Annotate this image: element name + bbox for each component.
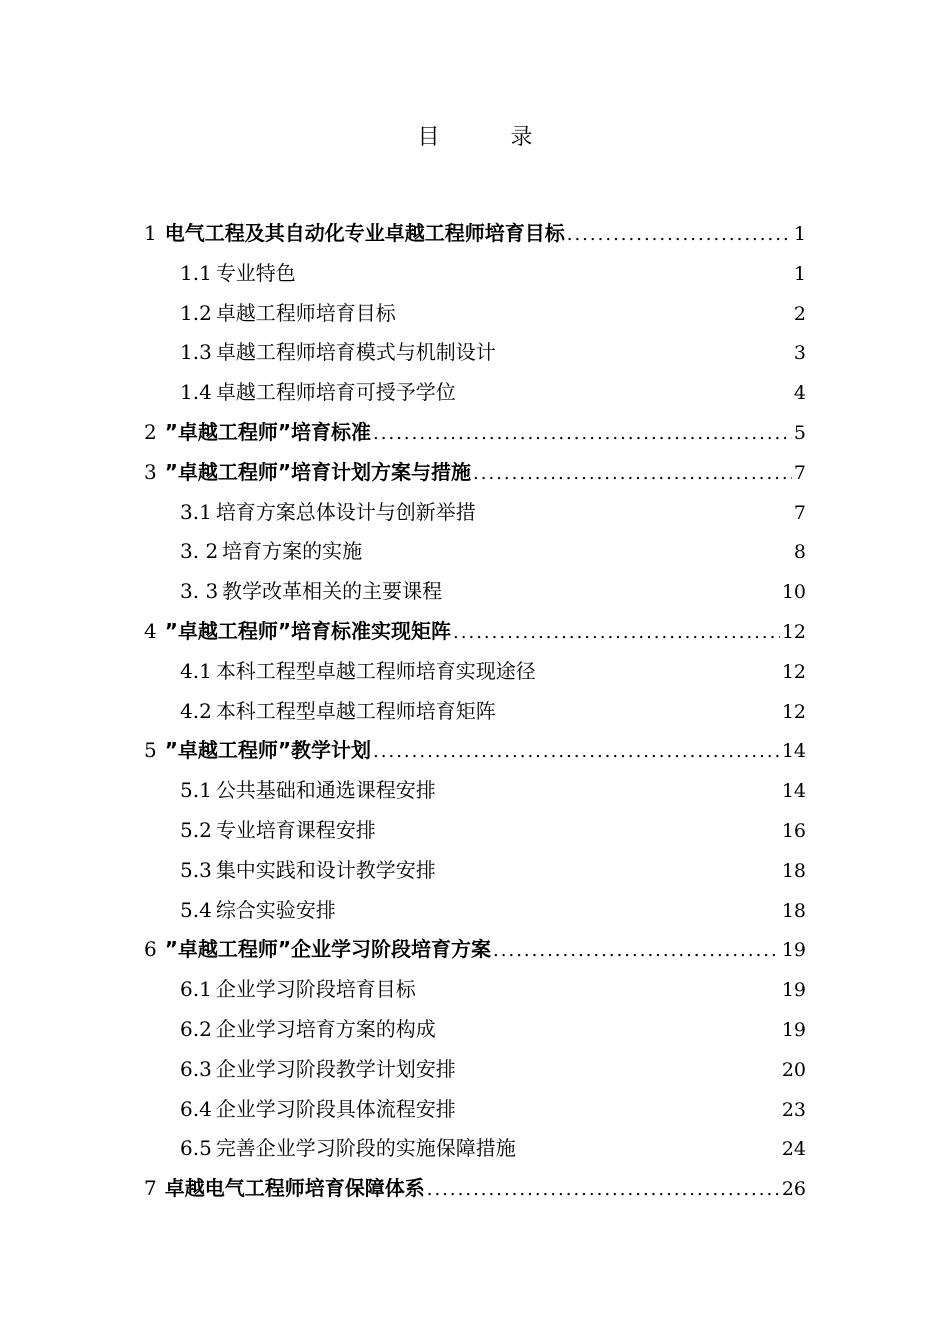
toc-entry-label: 集中实践和设计教学安排: [215, 857, 436, 882]
toc-section-entry[interactable]: [144, 493, 806, 533]
toc-section-entry[interactable]: [144, 692, 806, 732]
toc-section-entry[interactable]: [144, 811, 806, 851]
toc-chapter-entry[interactable]: [144, 731, 806, 771]
toc-page-number: 19: [781, 1018, 806, 1041]
toc-entry-number: 1.4: [180, 380, 212, 405]
toc-entry-label: 完善企业学习阶段的实施保障措施: [215, 1136, 516, 1161]
toc-entry-number: 7: [144, 1176, 157, 1201]
toc-entry-number: 5: [144, 738, 157, 763]
toc-entry-label: ”卓越工程师”培育计划方案与措施: [164, 459, 472, 484]
toc-page-number: 12: [781, 700, 806, 723]
toc-dot-leader: [453, 613, 780, 653]
toc-page-number: 14: [781, 780, 806, 803]
toc-entry-label: 专业特色: [215, 260, 296, 285]
page-title: 目 录: [417, 125, 565, 150]
toc-entry-label: 企业学习阶段具体流程安排: [215, 1096, 456, 1121]
toc-page-number: 23: [781, 1098, 806, 1121]
toc-chapter-entry[interactable]: [144, 1169, 806, 1209]
toc-entry-number: 1: [144, 221, 157, 245]
toc-page-number: 26: [781, 1178, 806, 1201]
toc-entry-number: 3. 2: [180, 539, 219, 564]
toc-page-number: 7: [793, 461, 806, 484]
toc-page-number: 14: [781, 740, 806, 763]
toc-page-number: 12: [781, 620, 806, 643]
toc-section-entry[interactable]: [144, 532, 806, 572]
toc-entry-number: 6.2: [180, 1016, 212, 1041]
toc-page-number: 12: [781, 660, 806, 683]
toc-chapter-entry[interactable]: [144, 453, 806, 493]
toc-entry-label: 公共基础和通选课程安排: [215, 778, 436, 803]
toc-page-number: 16: [781, 819, 806, 842]
toc-entry-label: 企业学习阶段教学计划安排: [215, 1056, 456, 1081]
table-of-contents: [144, 214, 806, 1209]
toc-page-number: 3: [793, 342, 806, 365]
toc-page-number: 18: [781, 859, 806, 882]
toc-entry-number: 3.1: [180, 499, 212, 524]
toc-section-entry[interactable]: [144, 1010, 806, 1050]
toc-entry-number: 5.3: [180, 857, 212, 882]
toc-section-entry[interactable]: [144, 891, 806, 931]
toc-entry-label: 本科工程型卓越工程师培育实现途径: [215, 658, 536, 683]
toc-chapter-entry[interactable]: [144, 214, 806, 254]
toc-entry-label: 培育方案总体设计与创新举措: [215, 499, 476, 524]
toc-dot-leader: [493, 931, 780, 971]
toc-page-number: 4: [793, 382, 806, 405]
toc-entry-label: 培育方案的实施: [222, 539, 363, 564]
toc-page-number: 8: [793, 541, 806, 564]
toc-chapter-entry[interactable]: [144, 612, 806, 652]
toc-section-entry[interactable]: [144, 771, 806, 811]
toc-section-entry[interactable]: [144, 1129, 806, 1169]
toc-page-number: 10: [781, 581, 806, 604]
toc-entry-label: ”卓越工程师”企业学习阶段培育方案: [164, 937, 492, 962]
toc-dot-leader: [373, 732, 780, 772]
toc-dot-leader: [427, 1170, 780, 1210]
toc-entry-number: 5.2: [180, 817, 212, 842]
toc-section-entry[interactable]: [144, 1050, 806, 1090]
toc-entry-label: 本科工程型卓越工程师培育矩阵: [215, 698, 496, 723]
toc-entry-number: 4: [144, 618, 157, 643]
toc-page-number: 18: [781, 899, 806, 922]
toc-entry-label: 教学改革相关的主要课程: [222, 579, 443, 604]
toc-page-number: 2: [793, 302, 806, 325]
toc-entry-label: 综合实验安排: [215, 897, 336, 922]
toc-page-number: 7: [793, 501, 806, 524]
toc-section-entry[interactable]: [144, 373, 806, 413]
toc-entry-label: 卓越工程师培育可授予学位: [215, 380, 456, 405]
toc-entry-number: 4.2: [180, 698, 212, 723]
toc-page-number: 20: [781, 1058, 806, 1081]
toc-entry-label: 专业培育课程安排: [215, 817, 376, 842]
toc-page-number: 24: [781, 1138, 806, 1161]
toc-dot-leader: [473, 454, 792, 494]
toc-page-number: 19: [781, 939, 806, 962]
toc-dot-leader: [373, 414, 792, 454]
toc-entry-number: 1.3: [180, 340, 212, 365]
toc-entry-label: 企业学习阶段培育目标: [215, 977, 416, 1002]
toc-section-entry[interactable]: [144, 652, 806, 692]
toc-section-entry[interactable]: [144, 572, 806, 612]
toc-page-number: 1: [793, 262, 806, 285]
toc-entry-number: 3. 3: [180, 579, 219, 604]
toc-entry-label: 卓越工程师培育目标: [215, 300, 396, 325]
toc-page-number: 1: [793, 223, 806, 245]
toc-chapter-entry[interactable]: [144, 930, 806, 970]
toc-entry-number: 4.1: [180, 658, 212, 683]
toc-entry-number: 6.3: [180, 1056, 212, 1081]
toc-entry-number: 3: [144, 459, 157, 484]
toc-entry-number: 6.5: [180, 1136, 212, 1161]
toc-entry-number: 6: [144, 937, 157, 962]
toc-section-entry[interactable]: [144, 970, 806, 1010]
toc-page-number: 5: [793, 421, 806, 444]
toc-entry-number: 2: [144, 419, 157, 444]
toc-entry-label: 卓越工程师培育模式与机制设计: [215, 340, 496, 365]
toc-entry-label: 企业学习培育方案的构成: [215, 1016, 436, 1041]
toc-section-entry[interactable]: [144, 294, 806, 334]
toc-entry-label: 电气工程及其自动化专业卓越工程师培育目标: [164, 221, 565, 245]
toc-entry-label: ”卓越工程师”教学计划: [164, 738, 372, 763]
toc-dot-leader: [567, 215, 792, 255]
toc-chapter-entry[interactable]: [144, 413, 806, 453]
toc-entry-label: ”卓越工程师”培育标准: [164, 419, 372, 444]
toc-entry-label: ”卓越工程师”培育标准实现矩阵: [164, 618, 452, 643]
toc-entry-number: 5.1: [180, 778, 212, 803]
toc-section-entry[interactable]: [144, 851, 806, 891]
toc-page-number: 19: [781, 979, 806, 1002]
toc-entry-number: 1.2: [180, 300, 212, 325]
toc-entry-label: 卓越电气工程师培育保障体系: [164, 1176, 425, 1201]
toc-entry-number: 5.4: [180, 897, 212, 922]
toc-section-entry[interactable]: [144, 254, 806, 294]
toc-section-entry[interactable]: [144, 333, 806, 373]
toc-entry-number: 1.1: [180, 260, 212, 285]
toc-section-entry[interactable]: [144, 1090, 806, 1130]
toc-entry-number: 6.1: [180, 977, 212, 1002]
toc-entry-number: 6.4: [180, 1096, 212, 1121]
